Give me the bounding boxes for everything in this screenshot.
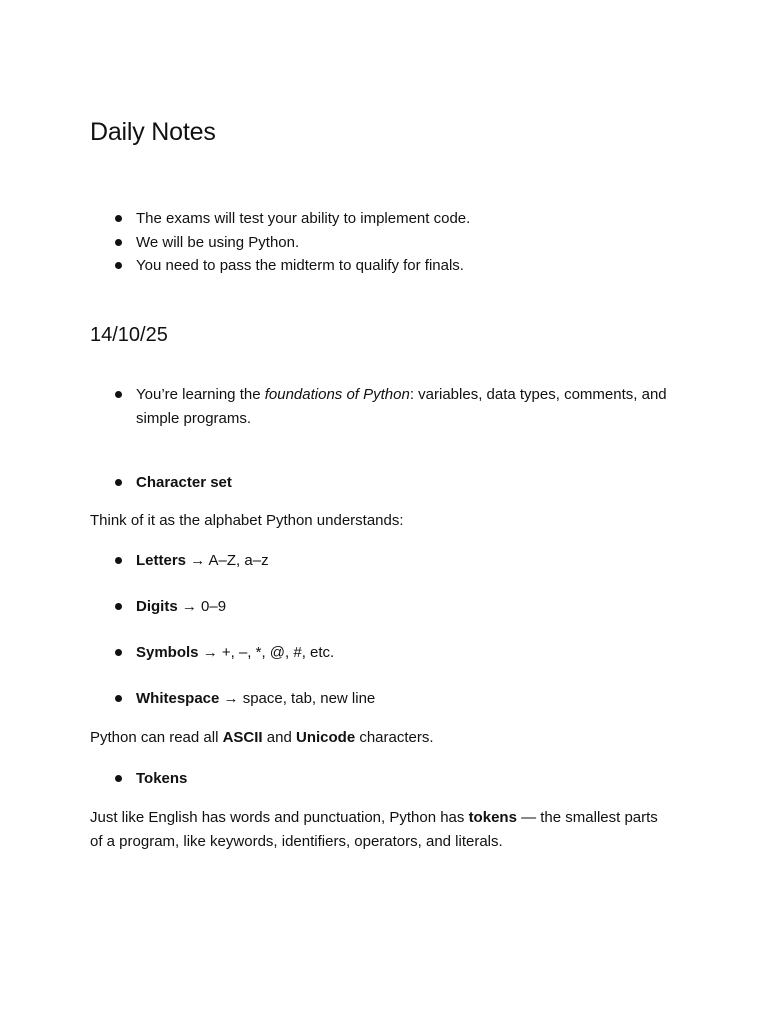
- foundation-prefix: You’re learning the: [136, 386, 265, 403]
- note-text: Python can read all: [90, 729, 223, 746]
- character-set-list: [112, 687, 672, 711]
- list-item: [112, 641, 672, 665]
- character-set-list: [112, 549, 672, 573]
- character-set-list: [112, 641, 672, 665]
- character-set-intro: Think of it as the alphabet Python understands:: [90, 512, 404, 529]
- tokens-text: Just like English has words and punctuation, Python has: [90, 809, 469, 826]
- list-item: [112, 383, 672, 430]
- term-label: Letters: [136, 552, 187, 569]
- note-text: characters.: [355, 729, 434, 746]
- term-label: Symbols: [136, 644, 199, 661]
- tokens-heading: Tokens: [136, 770, 188, 787]
- character-set-heading: Character set: [136, 474, 232, 491]
- term-desc: → A–Z, a–z: [186, 552, 269, 569]
- list-item: The exams will test your ability to implement code.: [112, 207, 672, 231]
- list-item: [112, 471, 672, 495]
- list-item: You need to pass the midterm to qualify for finals.: [112, 254, 672, 278]
- list-item: We will be using Python.: [112, 231, 672, 255]
- term-desc: → 0–9: [177, 598, 227, 615]
- foundation-emphasis: foundations of Python: [264, 386, 410, 403]
- tokens-heading-list: [112, 767, 672, 791]
- term-desc: → +, –, *, @, #, etc.: [198, 644, 335, 661]
- intro-list: [112, 207, 672, 278]
- list-item: [112, 687, 672, 711]
- term-label: Digits: [136, 598, 178, 615]
- character-set-list: [112, 595, 672, 619]
- list-item: [112, 767, 672, 791]
- tokens-paragraph: [90, 806, 670, 853]
- term-desc: → space, tab, new line: [219, 690, 376, 707]
- tokens-bold: tokens: [468, 809, 517, 826]
- ascii-label: ASCII: [222, 729, 263, 746]
- term-label: Whitespace: [136, 690, 220, 707]
- tokens-text: — the smallest parts of a program, like keywords, identifiers, operators, and literals.: [90, 809, 658, 850]
- list-item: [112, 549, 672, 573]
- page-title: Daily Notes: [90, 118, 216, 146]
- list-item: [112, 595, 672, 619]
- character-set-heading-list: [112, 471, 672, 495]
- date-heading: 14/10/25: [90, 324, 168, 346]
- character-set-note: [90, 726, 670, 750]
- foundation-list: [112, 383, 672, 430]
- foundation-suffix: : variables, data types, comments, and simple programs.: [136, 386, 667, 427]
- note-text: and: [262, 729, 296, 746]
- unicode-label: Unicode: [295, 729, 356, 746]
